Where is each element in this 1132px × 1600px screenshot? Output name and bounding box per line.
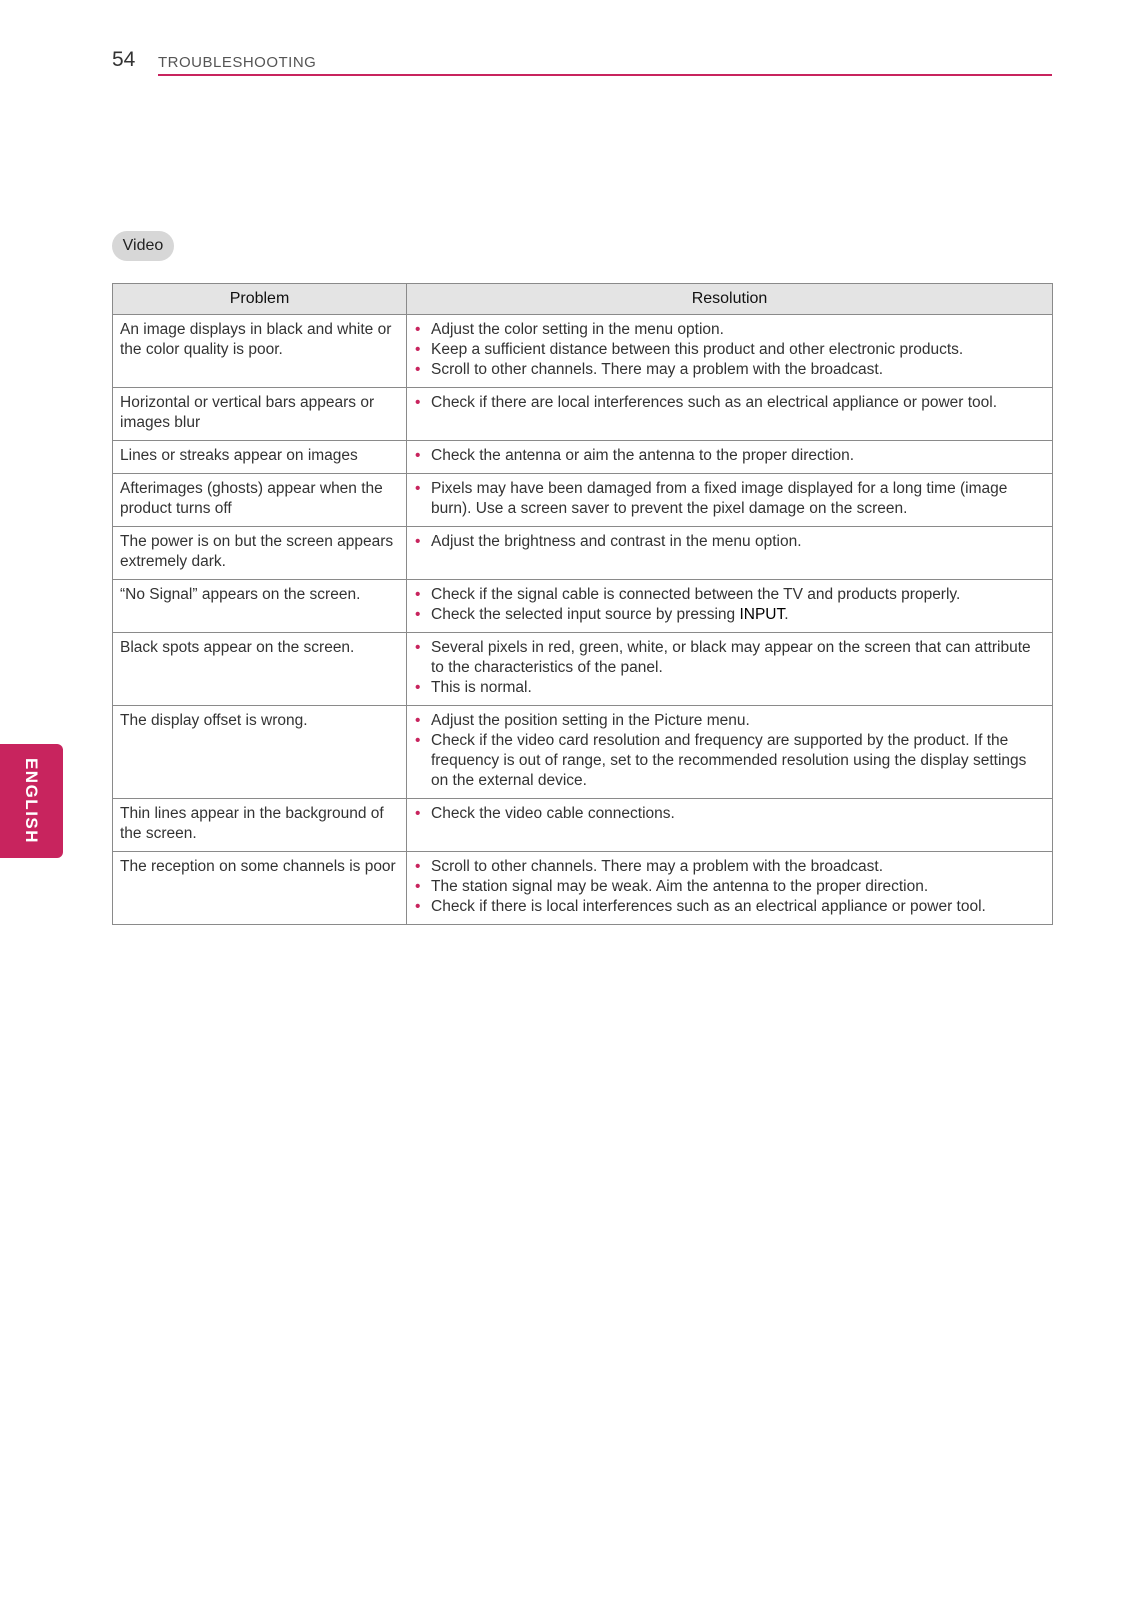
bullet-icon: •: [415, 321, 421, 338]
table-row: [113, 315, 1053, 388]
resolution-item: • Adjust the position setting in the Picture menu.: [415, 712, 750, 729]
table-row: [113, 441, 1053, 474]
bullet-icon: •: [415, 805, 421, 822]
page-number: 54: [112, 48, 136, 71]
table-row: [113, 633, 1053, 706]
resolution-item: • Check if there is local interferences such as an electrical appliance or power tool.: [415, 898, 986, 915]
bullet-icon: •: [415, 586, 421, 603]
table-header-row: [113, 284, 1053, 315]
table-row: [113, 799, 1053, 852]
problem-cell: The power is on but the screen appears extremely dark.: [113, 527, 407, 580]
resolution-list: [414, 585, 1046, 625]
resolution-item: • The station signal may be weak. Aim the antenna to the proper direction.: [415, 878, 929, 895]
language-tab: [0, 744, 63, 858]
resolution-item: • Adjust the color setting in the menu option.: [415, 321, 724, 338]
header-divider: [158, 74, 1052, 76]
problem-cell: Thin lines appear in the background of the screen.: [113, 799, 407, 852]
resolution-item: • Check if there are local interferences such as an electrical appliance or power tool.: [415, 394, 998, 411]
bullet-icon: •: [415, 606, 421, 623]
bullet-icon: •: [415, 361, 421, 378]
table-row: [113, 474, 1053, 527]
bullet-icon: •: [415, 394, 421, 411]
bullet-icon: •: [415, 447, 421, 464]
problem-cell: The display offset is wrong.: [113, 706, 407, 799]
problem-cell: “No Signal” appears on the screen.: [113, 580, 407, 633]
resolution-item: • Keep a sufficient distance between this product and other electronic products.: [415, 341, 964, 358]
bullet-icon: •: [415, 679, 421, 696]
resolution-list: [414, 446, 1046, 466]
bullet-icon: •: [415, 898, 421, 915]
table-row: [113, 388, 1053, 441]
section-title: TROUBLESHOOTING: [158, 54, 317, 71]
resolution-cell: [407, 527, 1053, 580]
bullet-icon: •: [415, 533, 421, 550]
resolution-item: • Scroll to other channels. There may a problem with the broadcast.: [415, 361, 884, 378]
resolution-cell: [407, 706, 1053, 799]
troubleshooting-table: [112, 283, 1053, 925]
problem-cell: Lines or streaks appear on images: [113, 441, 407, 474]
resolution-list: [414, 532, 1046, 552]
table-row: [113, 706, 1053, 799]
resolution-list: [414, 479, 1046, 519]
resolution-list: [414, 804, 1046, 824]
table-row: [113, 580, 1053, 633]
resolution-item: • Adjust the brightness and contrast in the menu option.: [415, 533, 802, 550]
problem-cell: Afterimages (ghosts) appear when the product turns off: [113, 474, 407, 527]
resolution-list: [414, 393, 1046, 413]
video-section-tag: Video: [112, 231, 174, 261]
bullet-icon: •: [415, 639, 421, 656]
resolution-cell: [407, 580, 1053, 633]
bullet-icon: •: [415, 712, 421, 729]
resolution-cell: [407, 388, 1053, 441]
resolution-item: • Check if the signal cable is connected between the TV and products properly.: [415, 586, 961, 603]
resolution-item: • Pixels may have been damaged from a fixed image displayed for a long time (image burn). Use a screen saver to prevent the pixel damage on the screen.: [415, 480, 1008, 517]
resolution-item: • Several pixels in red, green, white, or black may appear on the screen that can attribute to the characteristics of the panel.: [415, 639, 1031, 676]
resolution-item: • Check the selected input source by pressing INPUT.: [415, 606, 789, 623]
bullet-icon: •: [415, 858, 421, 875]
resolution-column-header: Resolution: [407, 284, 1053, 315]
bullet-icon: •: [415, 732, 421, 749]
resolution-cell: [407, 315, 1053, 388]
resolution-item: • Scroll to other channels. There may a problem with the broadcast.: [415, 858, 884, 875]
resolution-item: • Check if the video card resolution and frequency are supported by the product. If the frequency is out of range, set to the recommended resolution using the display settings on the external device.: [415, 732, 1027, 789]
problem-cell: An image displays in black and white or the color quality is poor.: [113, 315, 407, 388]
resolution-list: [414, 320, 1046, 380]
table-row: [113, 527, 1053, 580]
resolution-cell: [407, 633, 1053, 706]
problem-cell: The reception on some channels is poor: [113, 852, 407, 925]
page-header: [112, 48, 1052, 76]
problem-cell: Horizontal or vertical bars appears or images blur: [113, 388, 407, 441]
bullet-icon: •: [415, 480, 421, 497]
resolution-item: • Check the antenna or aim the antenna to the proper direction.: [415, 447, 855, 464]
language-tab-label: ENGLISH: [22, 757, 41, 845]
problem-cell: Black spots appear on the screen.: [113, 633, 407, 706]
bullet-icon: •: [415, 878, 421, 895]
problem-column-header: Problem: [113, 284, 407, 315]
resolution-list: [414, 638, 1046, 698]
resolution-item: • This is normal.: [415, 679, 532, 696]
table-row: [113, 852, 1053, 925]
resolution-cell: [407, 852, 1053, 925]
resolution-item: • Check the video cable connections.: [415, 805, 675, 822]
bullet-icon: •: [415, 341, 421, 358]
resolution-cell: [407, 474, 1053, 527]
resolution-cell: [407, 799, 1053, 852]
resolution-list: [414, 857, 1046, 917]
resolution-list: [414, 711, 1046, 791]
resolution-cell: [407, 441, 1053, 474]
input-key-label: INPUT: [739, 606, 785, 623]
